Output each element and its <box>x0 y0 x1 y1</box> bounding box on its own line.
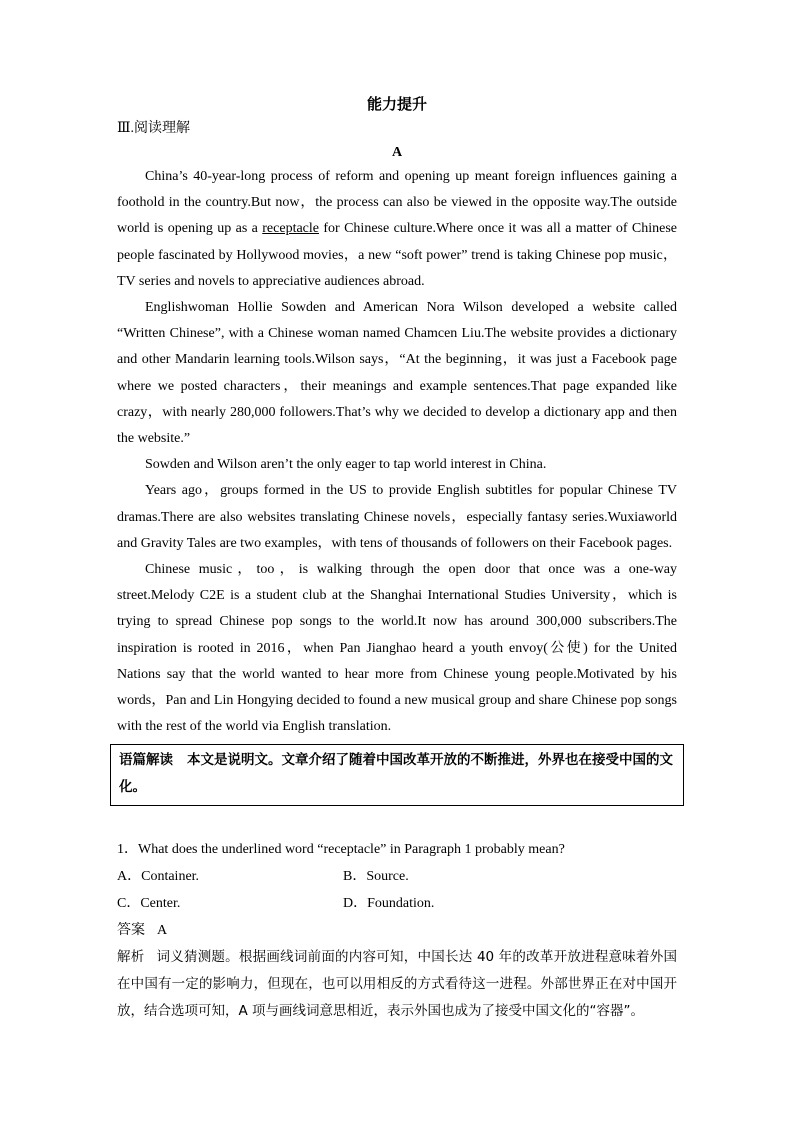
analysis-label: 解析 <box>117 949 145 966</box>
option-b: B．Source. <box>343 869 409 885</box>
option-a: A．Container. <box>117 869 200 885</box>
paragraph-4: Years ago，groups formed in the US to provide English subtitles for popular Chinese TV dramas.There are also websites translating Chinese novels，especially fantasy series.Wuxiaworld and Gravity Tales are two examples，with tens of thousands of followers on their Facebook pages. <box>117 483 677 551</box>
answer-label: 答案 <box>117 922 145 939</box>
paragraph-2: Englishwoman Hollie Sowden and American Nora Wilson developed a website called “Written Chinese”, with a Chinese woman named Chamcen Liu.The website provides a dictionary and other Mandarin learning tools.Wilson says，“At the beginning，it was just a Facebook page where we posted characters，their meanings and example sentences.That page expanded like crazy，with nearly 280,000 followers.That’s why we decided to develop a dictionary app and then the website.” <box>117 300 677 447</box>
option-d: D．Foundation. <box>343 896 435 912</box>
passage-letter: A <box>391 145 403 160</box>
question-1: 1．What does the underlined word “receptacle” in Paragraph 1 probably mean? <box>117 842 565 858</box>
note-label: 语篇解读 <box>119 752 173 769</box>
section-label: Ⅲ.阅读理解 <box>117 121 191 136</box>
note-text: 本文是说明文。文章介绍了随着中国改革开放的不断推进，外界也在接受中国的文化。 <box>119 752 673 796</box>
answer-line <box>117 917 677 944</box>
underlined-word: receptacle <box>262 221 319 237</box>
discourse-note-box <box>110 744 684 806</box>
paragraph-3: Sowden and Wilson aren’t the only eager to tap world interest in China. <box>145 457 547 473</box>
document-page <box>117 92 677 1025</box>
paragraph-1-start: China’s 40-year-long process of reform and opening up meant foreign influences gaining a foothold in the country.But now，the process can also be viewed in the opposite way.The outside world is opening up as a <box>117 169 677 237</box>
analysis-text: 词义猜测题。根据画线词前面的内容可知，中国长达 40 年的改革开放进程意味着外国在中国有一定的影响力，但现在，也可以用相反的方式看待这一进程。外部世界正在对中国开放，结合选项可知，A 项与画线词意思相近，表示外国也成为了接受中国文化的“容器”。 <box>117 949 678 1020</box>
analysis-block <box>117 944 677 1025</box>
paragraph-5: Chinese music，too，is walking through the open door that once was a one-way street.Melody C2E is a student club at the Shanghai International Studies University，which is trying to spread Chinese pop songs to the world.It now has around 300,000 subscribers.The inspiration is rooted in 2016，when Pan Jianghao heard a youth envoy(公使) for the United Nations say that the world wanted to hear more from Chinese young people.Motivated by his words，Pan and Lin Hongying decided to found a new musical group and share Chinese pop songs with the rest of the world via English translation. <box>117 562 677 735</box>
answer-value: A <box>157 923 168 939</box>
option-c: C．Center. <box>117 896 181 912</box>
paragraph-1 <box>117 164 677 295</box>
question-1-options <box>117 863 677 917</box>
paragraph-1-end: for Chinese culture.Where once it was all a matter of Chinese people fascinated by Hollywood movies，a new “soft power” trend is taking Chinese pop music，TV series and novels to appreciative audiences abroad. <box>117 221 677 289</box>
page-heading: 能力提升 <box>366 97 427 113</box>
